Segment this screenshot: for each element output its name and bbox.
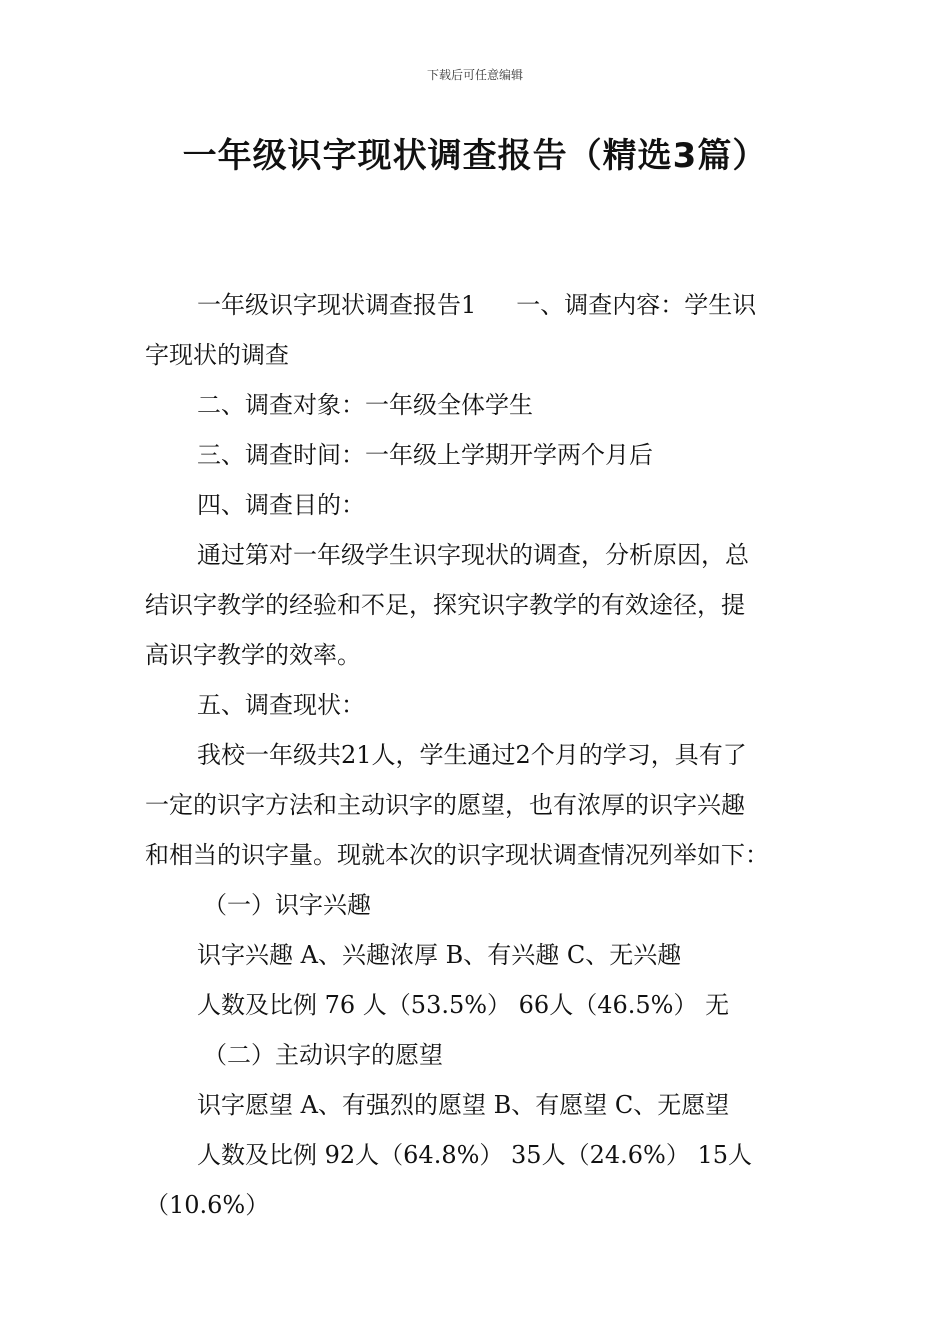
section-survey-status: 五、调查现状： — [197, 691, 365, 719]
paragraph-line: 字现状的调查 — [145, 341, 289, 369]
report-heading: 一年级识字现状调查报告1 — [197, 291, 477, 319]
paragraph-line: 一定的识字方法和主动识字的愿望，也有浓厚的识字兴趣 — [145, 791, 745, 819]
paragraph-line: （10.6%） — [145, 1191, 270, 1219]
section-survey-purpose: 四、调查目的： — [197, 491, 365, 519]
interest-counts: 人数及比例 76 人（53.5%） 66人（46.5%） 无 — [197, 991, 730, 1019]
paragraph-line: 结识字教学的经验和不足，探究识字教学的有效途径，提 — [145, 591, 745, 619]
page-header-note: 下载后可任意编辑 — [426, 68, 523, 82]
paragraph-line: 和相当的识字量。现就本次的识字现状调查情况列举如下： — [145, 841, 769, 869]
paragraph-line: 通过第对一年级学生识字现状的调查，分析原因，总 — [197, 541, 749, 569]
willingness-options: 识字愿望 A、有强烈的愿望 B、有愿望 C、无愿望 — [197, 1091, 730, 1119]
willingness-counts: 人数及比例 92人（64.8%） 35人（24.6%） 15人 — [197, 1141, 752, 1169]
paragraph-line: 高识字教学的效率。 — [145, 641, 361, 669]
subsection-willingness: （二）主动识字的愿望 — [203, 1041, 443, 1069]
subsection-interest: （一）识字兴趣 — [203, 891, 371, 919]
paragraph-line — [145, 280, 810, 330]
interest-options: 识字兴趣 A、兴趣浓厚 B、有兴趣 C、无兴趣 — [197, 941, 682, 969]
document-body — [145, 280, 810, 1230]
section-survey-target: 二、调查对象：一年级全体学生 — [197, 391, 533, 419]
document-title: 一年级识字现状调查报告（精选3篇） — [182, 136, 768, 176]
paragraph-line: 我校一年级共21人，学生通过2个月的学习，具有了 — [197, 741, 747, 769]
section-survey-content: 一、调查内容：学生识 — [516, 291, 757, 319]
section-survey-time: 三、调查时间：一年级上学期开学两个月后 — [197, 441, 653, 469]
